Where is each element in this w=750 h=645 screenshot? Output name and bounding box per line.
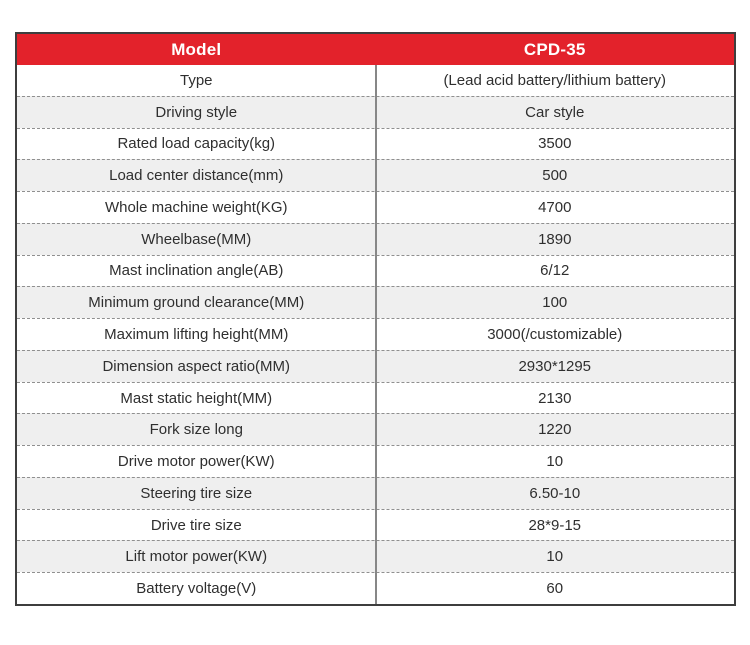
spec-value-cell: 3500 (538, 135, 572, 153)
spec-label-cell: Mast inclination angle(AB) (109, 262, 284, 280)
spec-label-cell: Battery voltage(V) (136, 580, 257, 598)
spec-label-cell: Fork size long (149, 421, 243, 439)
spec-value-cell: 4700 (538, 198, 572, 216)
table-body (17, 65, 734, 604)
spec-label-cell: Drive tire size (150, 516, 242, 534)
spec-value-cell: (Lead acid battery/lithium battery) (443, 71, 667, 89)
spec-value-cell: 2930*1295 (518, 357, 592, 375)
spec-value-cell: 6/12 (540, 262, 570, 280)
spec-value-cell: Car style (525, 103, 585, 121)
spec-value-cell: 100 (542, 294, 568, 312)
spec-value-cell: 28*9-15 (528, 516, 582, 534)
spec-label-cell: Load center distance(mm) (109, 167, 284, 185)
spec-label-cell: Driving style (155, 103, 238, 121)
header-model-cell (17, 34, 376, 65)
spec-value-cell: 3000(/customizable) (487, 326, 623, 343)
spec-value-cell: 500 (542, 167, 568, 185)
spec-label-cell: Wheelbase(MM) (141, 230, 252, 248)
spec-value-cell: 10 (546, 453, 564, 471)
spec-label-cell: Dimension aspect ratio(MM) (102, 357, 291, 375)
spec-label-cell: Drive motor power(KW) (117, 453, 275, 471)
spec-label-cell: Whole machine weight(KG) (104, 198, 288, 216)
spec-label-cell: Maximum lifting height(MM) (104, 326, 289, 343)
table-header-row (17, 34, 734, 65)
column-divider (375, 65, 377, 604)
header-value-cell (376, 34, 735, 65)
spec-label-cell: Minimum ground clearance(MM) (88, 294, 305, 312)
spec-label-cell: Lift motor power(KW) (125, 548, 268, 566)
spec-value-cell: 1220 (538, 421, 572, 439)
spec-value-cell: 10 (546, 548, 564, 566)
spec-label-cell: Rated load capacity(kg) (117, 135, 276, 153)
spec-value-cell: 1890 (538, 230, 572, 248)
spec-value-cell: 60 (546, 580, 564, 598)
spec-label-cell: Mast static height(MM) (120, 389, 273, 407)
header-model-value: CPD-35 (523, 39, 586, 59)
spec-label-cell: Steering tire size (140, 484, 253, 502)
spec-label-cell: Type (179, 71, 213, 89)
header-model-label: Model (171, 39, 222, 59)
spec-value-cell: 2130 (538, 389, 572, 407)
spec-value-cell: 6.50-10 (529, 484, 581, 502)
spec-table (15, 32, 736, 606)
